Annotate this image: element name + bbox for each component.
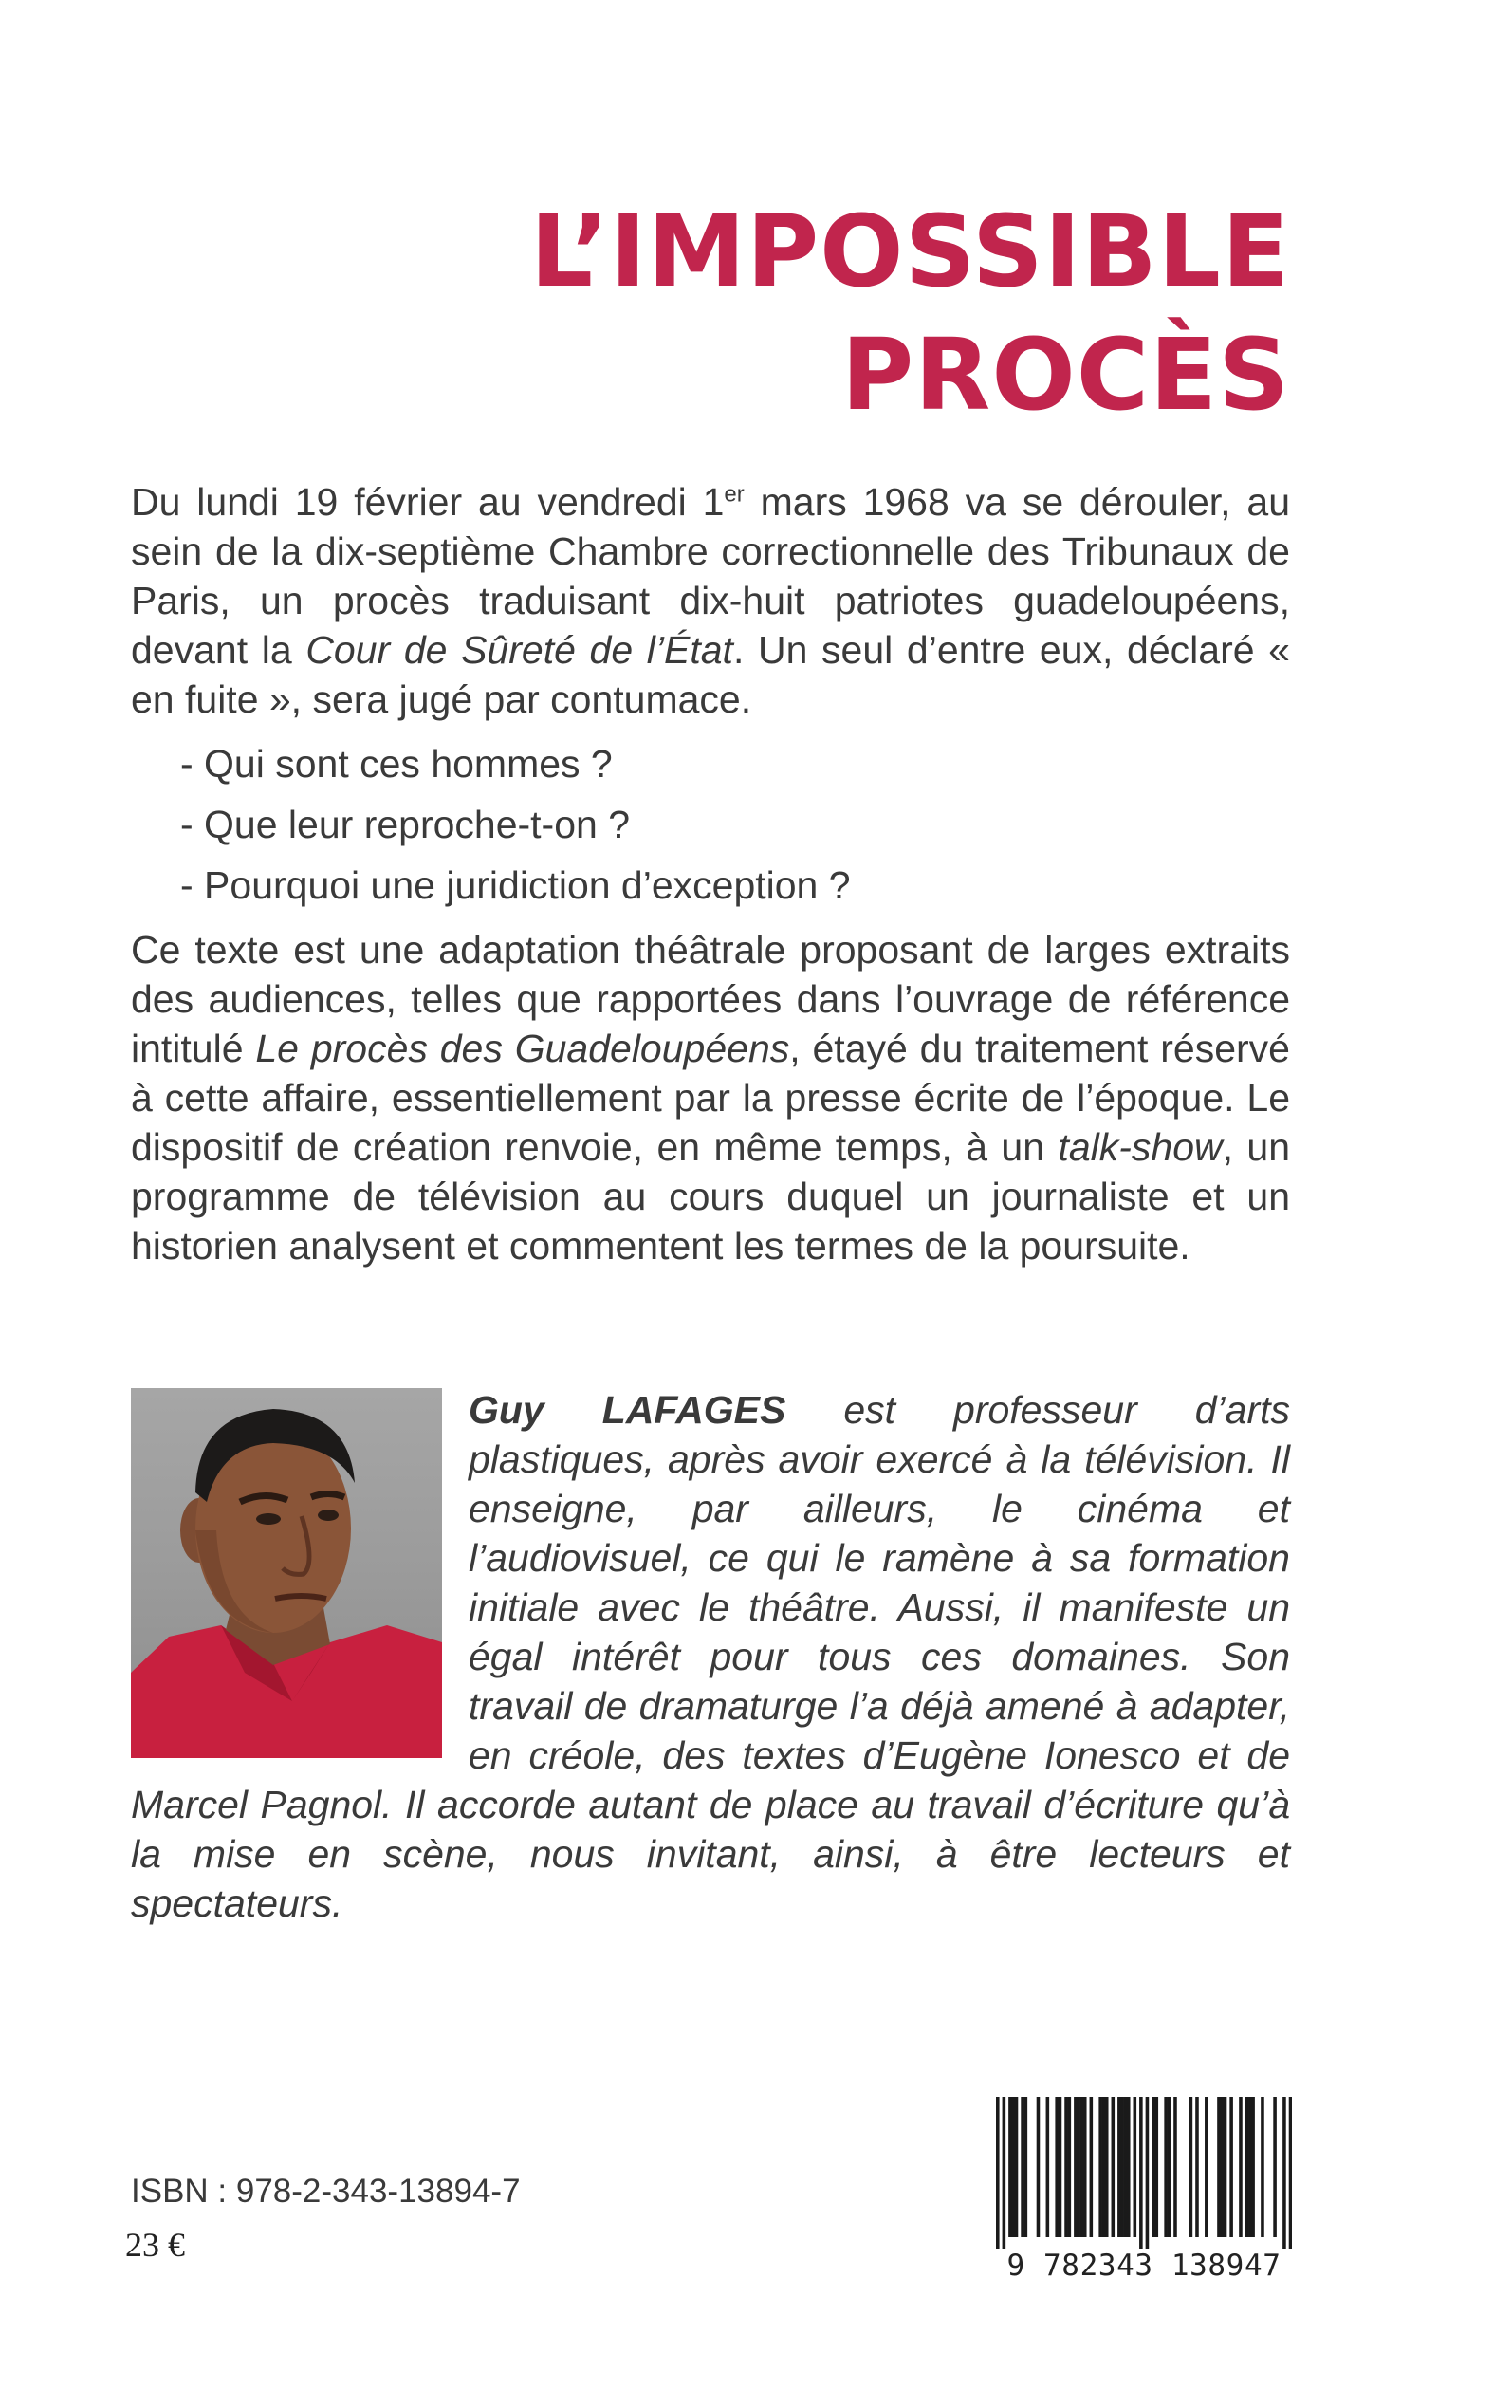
summary-text: . Un seul d’entre eux, déclaré « en fuite », sera jugé par contumace.: [131, 628, 1290, 721]
author-name: Guy LAFAGES: [469, 1388, 786, 1432]
book-summary: [131, 477, 1290, 1270]
barcode-bar: [1139, 2097, 1143, 2249]
summary-text: Du lundi 19 février au vendredi 1: [131, 480, 725, 524]
author-portrait-illustration: [131, 1388, 442, 1758]
author-bio: [131, 1385, 1290, 1928]
barcode-bar: [1021, 2097, 1024, 2237]
talk-show-term: talk-show: [1058, 1125, 1223, 1169]
book-title: [133, 190, 1290, 436]
barcode-bar: [1164, 2097, 1168, 2237]
question-item: - Que leur reproche-t-on ?: [180, 803, 631, 846]
barcode-bar: [1127, 2097, 1131, 2237]
barcode-bar: [1008, 2097, 1012, 2237]
barcode-bar: [1251, 2097, 1255, 2237]
court-name: Cour de Sûreté de l’État: [305, 628, 733, 672]
barcode-bar: [1245, 2097, 1249, 2237]
barcode-bar: [1248, 2097, 1252, 2237]
barcode-bar: [1077, 2097, 1080, 2237]
summary-text: , étayé du traitement réservé à cette affaire, essentiellement par la presse écrite de l’époque. Le dispositif de création renvoie, en même temps, à un: [131, 1027, 1290, 1169]
barcode-bar: [1134, 2097, 1137, 2237]
barcode-bar: [1011, 2097, 1015, 2237]
barcode-bar: [1173, 2097, 1177, 2237]
barcode-bar: [1102, 2097, 1106, 2237]
superscript-er: er: [724, 481, 745, 508]
barcode-bars: [996, 2097, 1292, 2249]
barcode-bar: [1224, 2097, 1227, 2237]
barcode-bar: [1046, 2097, 1050, 2237]
barcode-bar: [1090, 2097, 1094, 2237]
barcode-bar: [1273, 2097, 1277, 2237]
summary-paragraph-2: [131, 925, 1290, 1270]
barcode-bar: [1154, 2097, 1158, 2237]
barcode-bar: [1117, 2097, 1121, 2237]
barcode-bar: [1195, 2097, 1199, 2237]
barcode-bar: [1080, 2097, 1084, 2237]
barcode-number: 9 782343 138947: [1006, 2249, 1282, 2283]
barcode-bar: [1024, 2097, 1028, 2237]
barcode-bar: [1083, 2097, 1087, 2237]
barcode-bar: [1217, 2097, 1221, 2237]
question-item: - Qui sont ces hommes ?: [180, 742, 613, 786]
price: 23 €: [125, 2226, 185, 2264]
barcode-bar: [1124, 2097, 1128, 2237]
barcode-bar: [1152, 2097, 1155, 2237]
barcode-bar: [1261, 2097, 1264, 2237]
isbn: ISBN : 978-2-343-13894-7: [131, 2173, 521, 2210]
barcode-bar: [1120, 2097, 1124, 2237]
reference-work-title: Le procès des Guadeloupéens: [255, 1027, 790, 1070]
barcode-bar: [1146, 2097, 1150, 2249]
summary-text: mars 1968 va se dérouler, au sein de la dix-septième Chambre correctionnelle des Tribunaux de Paris, un procès traduisant dix-huit patriotes guadeloupéens, devant la: [131, 480, 1290, 672]
barcode-bar: [1068, 2097, 1072, 2237]
barcode-bar: [1205, 2097, 1208, 2237]
barcode-bar: [1074, 2097, 1078, 2237]
question-item: - Pourquoi une juridiction d’exception ?: [180, 863, 851, 907]
barcode-bar: [1055, 2097, 1059, 2237]
barcode-bar: [1229, 2097, 1233, 2237]
author-photo: [131, 1388, 442, 1758]
title-line-2: PROCÈS: [841, 317, 1290, 433]
summary-text: , un programme de télévision au cours duquel un journaliste et un historien analysent et commentent les termes de la poursuite.: [131, 1125, 1291, 1268]
barcode-bar: [1220, 2097, 1224, 2237]
barcode-bar: [1015, 2097, 1019, 2237]
barcode-bar: [1037, 2097, 1041, 2237]
barcode-bar: [1098, 2097, 1102, 2237]
barcode-bar: [1282, 2097, 1286, 2249]
barcode-bar: [1239, 2097, 1243, 2237]
title-line-1: L’IMPOSSIBLE: [529, 194, 1290, 309]
summary-text: Ce texte est une adaptation théâtrale proposant de larges extraits des audiences, telles que rapportées dans l’ouvrage de référence intitulé: [131, 928, 1290, 1070]
barcode-bar: [1064, 2097, 1068, 2237]
barcode-bar: [1105, 2097, 1109, 2237]
barcode-bar: [1059, 2097, 1062, 2237]
barcode: [996, 2097, 1292, 2287]
barcode-bar: [1289, 2097, 1292, 2249]
barcode-bar: [1112, 2097, 1116, 2237]
barcode-bar: [996, 2097, 1000, 2249]
summary-paragraph-1: [131, 477, 1290, 724]
barcode-bar: [1189, 2097, 1193, 2237]
bio-body: est professeur d’arts plastiques, après avoir exercé à la télévision. Il enseigne, par ailleurs, le cinéma et l’audiovisuel, ce qui le ramène à sa formation initiale avec le théâtre. Aussi, il manifeste un égal intérêt pour tous ces domaines. Son travail de dramaturge l’a déjà amené à adapter, en créole, des textes d’Eugène Ionesco et de Marcel Pagnol. Il accorde autant de place au travail d’écriture qu’à la mise en scène, nous invitant, ainsi, à être lecteurs et spectateurs.: [131, 1388, 1290, 1925]
barcode-bar: [1003, 2097, 1006, 2249]
question-list: [180, 733, 1290, 916]
barcode-bar: [1168, 2097, 1171, 2237]
